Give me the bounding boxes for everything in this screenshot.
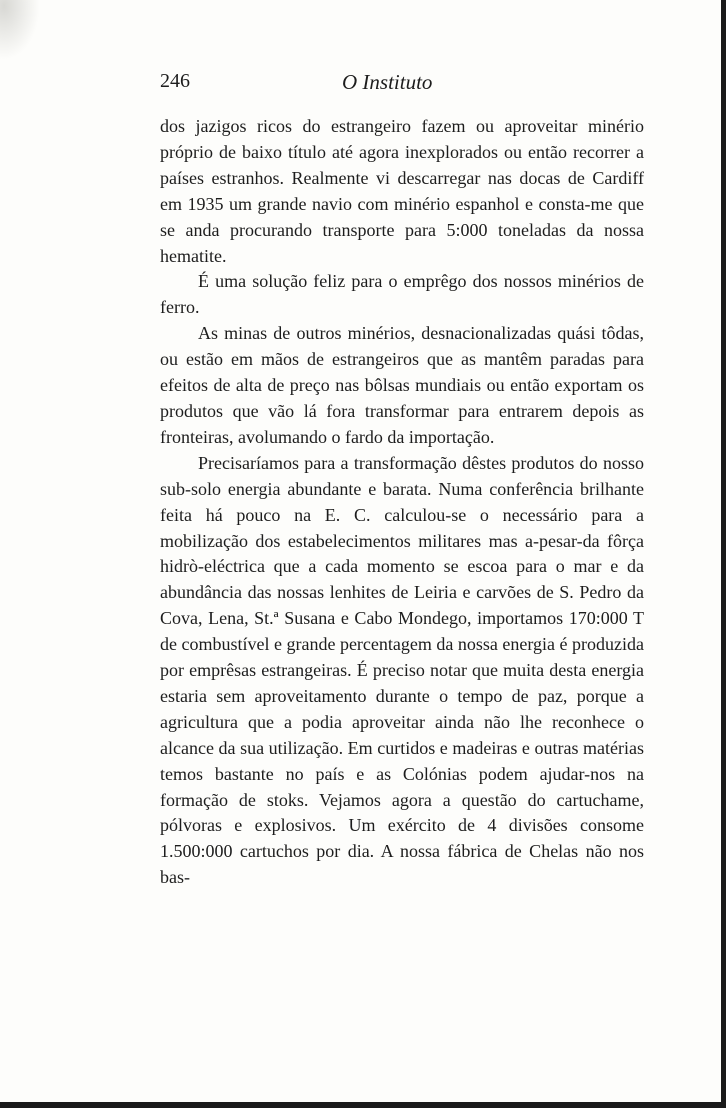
page-number: 246 [160, 70, 190, 92]
body-text [160, 114, 644, 891]
paragraph-1: dos jazigos ricos do estrangeiro fazem ou aproveitar minério próprio de baixo título até agora inexplorados ou então recorrer a países estranhos. Realmente vi descarregar nas docas de Cardiff em 1935 um grande navio com minério espanhol e consta-me que se anda procurando transporte para 5:000 toneladas da nossa hematite. [160, 116, 644, 266]
running-title: O Instituto [342, 70, 433, 94]
paragraph-3: As minas de outros minérios, desnacionalizadas quási tôdas, ou estão em mãos de estrangeiros que as mantêm paradas para efeitos de alta de preço nas bôlsas mundiais ou então exportam os produtos que vão lá fora transformar para entrarem depois as fronteiras, avolumando o fardo da importação. [160, 323, 644, 447]
paragraph-4: Precisaríamos para a transformação dêstes produtos do nosso sub-solo energia abundante e barata. Numa conferência brilhante feita há pouco na E. C. calculou-se o necessário para a mobilização dos estabelecimentos militares mas a-pesar-da fôrça hidrò-eléctrica que a cada momento se escoa para o mar e da abundância das nossas lenhites de Leiria e carvões de S. Pedro da Cova, Lena, St.ª Susana e Cabo Mondego, importamos 170:000 T de combustível e grande percentagem da nossa energia é produzida por emprêsas estrangeiras. É preciso notar que muita desta energia estaria sem aproveitamento durante o tempo de paz, porque a agricultura que a podia aproveitar ainda não lhe reconhece o alcance da sua utilização. Em curtidos e madeiras e outras matérias temos bastante no país e as Colónias podem ajudar-nos na formação de stoks. Vejamos agora a questão do cartuchame, pólvoras e explosivos. Um exército de 4 divisões consome 1.500:000 cartuchos por dia. A nossa fábrica de Chelas não nos bas- [160, 452, 644, 888]
page-header [160, 70, 640, 96]
paragraph-2: É uma solução feliz para o emprêgo dos nossos minérios de ferro. [160, 271, 644, 318]
scan-smudge [0, 0, 40, 60]
